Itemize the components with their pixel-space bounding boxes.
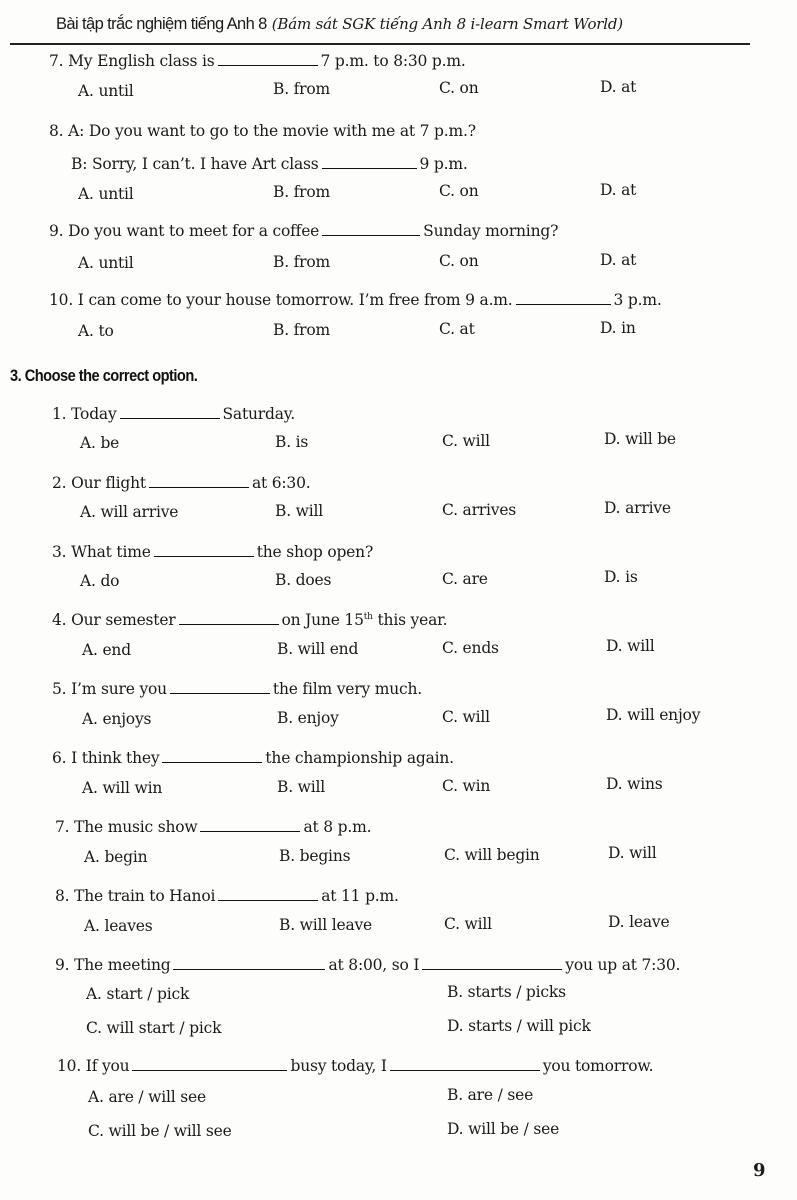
question-text: Do you want to meet for a coffee	[68, 222, 320, 240]
question-number: 8.	[55, 887, 70, 905]
question-text: Our flight	[71, 474, 146, 492]
option-d[interactable]: D. will be	[604, 430, 676, 448]
header-title-plain: Bài tập trắc nghiệm tiếng Anh 8	[56, 15, 267, 33]
question-text: at 11 p.m.	[321, 887, 399, 905]
question-stem	[52, 680, 422, 698]
option-a[interactable]: A. leaves	[84, 917, 153, 935]
answer-blank[interactable]	[132, 1058, 287, 1071]
option-c[interactable]: C. will	[444, 915, 492, 933]
option-c[interactable]: C. ends	[442, 639, 499, 657]
option-a[interactable]: A. will win	[82, 779, 163, 797]
option-a[interactable]: A. until	[78, 254, 134, 272]
option-c[interactable]: C. will begin	[444, 846, 540, 864]
question-number: 6.	[52, 749, 67, 767]
option-c[interactable]: C. at	[439, 320, 475, 338]
question-text: busy today, I	[290, 1057, 387, 1075]
question-text: Today	[71, 405, 117, 423]
header-title-italic: (Bám sát SGK tiếng Anh 8 i-learn Smart World)	[271, 15, 623, 33]
option-a[interactable]: A. until	[78, 82, 134, 100]
question-text: 7 p.m. to 8:30 p.m.	[320, 52, 466, 70]
option-b[interactable]: B. will end	[277, 640, 359, 658]
option-c[interactable]: C. win	[442, 777, 491, 795]
question-text: Our semester	[71, 611, 176, 629]
answer-blank[interactable]	[120, 406, 220, 419]
option-b[interactable]: B. is	[275, 433, 309, 451]
option-d[interactable]: D. will be / see	[447, 1120, 560, 1138]
option-a[interactable]: A. end	[82, 641, 131, 659]
option-a[interactable]: A. enjoys	[82, 710, 152, 728]
question-text: the film very much.	[272, 680, 423, 698]
question-stem	[49, 222, 558, 240]
answer-blank[interactable]	[516, 292, 611, 305]
question-stem	[49, 52, 466, 70]
question-number: 10.	[49, 291, 74, 309]
option-b[interactable]: B. does	[275, 571, 332, 589]
option-d[interactable]: D. will	[606, 637, 655, 655]
question-text: you tomorrow.	[542, 1057, 654, 1075]
question-stem	[57, 1057, 653, 1075]
section-title: 3. Choose the correct option.	[10, 366, 198, 385]
question-number: 1.	[52, 405, 67, 423]
option-a[interactable]: A. begin	[84, 848, 148, 866]
question-stem	[55, 887, 399, 905]
question-text: at 8 p.m.	[303, 818, 372, 836]
question-text: What time	[71, 543, 151, 561]
question-number: 9.	[49, 222, 64, 240]
question-text: Sunday morning?	[423, 222, 559, 240]
question-number: 5.	[52, 680, 67, 698]
question-text: 9 p.m.	[419, 155, 468, 173]
answer-blank[interactable]	[173, 957, 325, 970]
question-number: 4.	[52, 611, 67, 629]
option-a[interactable]: A. to	[78, 322, 114, 340]
question-text: I can come to your house tomorrow. I’m free from 9 a.m.	[77, 291, 513, 309]
question-text: you up at 7:30.	[565, 956, 681, 974]
question-stem	[52, 543, 373, 561]
answer-blank[interactable]	[322, 223, 420, 236]
option-a[interactable]: A. until	[78, 185, 134, 203]
question-text: My English class is	[68, 52, 215, 70]
answer-blank[interactable]	[322, 156, 417, 169]
question-number: 3.	[52, 543, 67, 561]
option-d[interactable]: D. is	[604, 568, 638, 586]
question-stem-line2	[71, 155, 468, 173]
question-number: 2.	[52, 474, 67, 492]
question-stem	[55, 956, 680, 974]
option-b[interactable]: B. will	[275, 502, 323, 520]
question-number: 7.	[49, 52, 64, 70]
option-d[interactable]: D. in	[600, 319, 636, 337]
question-stem	[52, 474, 310, 492]
answer-blank[interactable]	[154, 544, 254, 557]
option-d[interactable]: D. arrive	[604, 499, 671, 517]
page-header	[0, 10, 797, 46]
question-text: The train to Hanoi	[74, 887, 216, 905]
option-a[interactable]: A. will arrive	[80, 503, 179, 521]
answer-blank[interactable]	[162, 750, 262, 763]
option-c[interactable]: C. will	[442, 432, 490, 450]
option-d[interactable]: D. at	[600, 78, 637, 96]
question-text: 3 p.m.	[613, 291, 662, 309]
answer-blank[interactable]	[422, 957, 562, 970]
question-text: The meeting	[74, 956, 171, 974]
question-text: at 8:00, so I	[328, 956, 420, 974]
option-c[interactable]: C. arrives	[442, 501, 517, 519]
question-stem	[49, 122, 476, 140]
question-stem	[52, 749, 454, 767]
answer-blank[interactable]	[179, 612, 279, 625]
page-number: 9	[753, 1160, 766, 1181]
answer-blank[interactable]	[170, 681, 270, 694]
answer-blank[interactable]	[200, 819, 300, 832]
question-text: I’m sure you	[71, 680, 167, 698]
option-d[interactable]: D. wins	[606, 775, 663, 793]
option-c[interactable]: C. on	[439, 79, 479, 97]
question-text: The music show	[74, 818, 198, 836]
question-text: this year.	[372, 611, 448, 629]
option-a[interactable]: A. are / will see	[88, 1088, 206, 1106]
option-b[interactable]: B. are / see	[447, 1086, 534, 1104]
question-text: I think they	[71, 749, 160, 767]
option-d[interactable]: D. at	[600, 181, 637, 199]
question-stem	[52, 611, 447, 629]
answer-blank[interactable]	[149, 475, 249, 488]
question-text: at 6:30.	[251, 474, 311, 492]
option-c[interactable]: C. are	[442, 570, 488, 588]
option-b[interactable]: B. starts / picks	[447, 983, 566, 1001]
answer-blank[interactable]	[218, 53, 318, 66]
question-number: 9.	[55, 956, 70, 974]
option-b[interactable]: B. enjoy	[277, 709, 339, 727]
option-c[interactable]: C. on	[439, 182, 479, 200]
question-stem	[49, 291, 662, 309]
option-b[interactable]: B. from	[273, 321, 331, 339]
option-c[interactable]: C. will	[442, 708, 490, 726]
option-d[interactable]: D. at	[600, 251, 637, 269]
question-number: 10.	[57, 1057, 82, 1075]
header-title	[56, 14, 623, 34]
answer-blank[interactable]	[390, 1058, 540, 1071]
option-a[interactable]: A. start / pick	[86, 985, 190, 1003]
option-a[interactable]: A. do	[80, 572, 120, 590]
option-c[interactable]: C. will be / will see	[88, 1122, 232, 1140]
option-c[interactable]: C. on	[439, 252, 479, 270]
option-c[interactable]: C. will start / pick	[86, 1019, 222, 1037]
question-text: the shop open?	[256, 543, 374, 561]
option-d[interactable]: D. will enjoy	[606, 706, 701, 724]
header-divider	[10, 43, 750, 45]
option-a[interactable]: A. be	[80, 434, 120, 452]
option-b[interactable]: B. from	[273, 183, 331, 201]
question-stem	[55, 818, 371, 836]
question-text: If you	[85, 1057, 130, 1075]
question-number: 7.	[55, 818, 70, 836]
question-number: 8.	[49, 122, 64, 140]
ordinal-superscript: th	[363, 611, 373, 622]
question-text: the championship again.	[265, 749, 454, 767]
option-b[interactable]: B. from	[273, 80, 331, 98]
question-text: A: Do you want to go to the movie with me at 7 p.m.?	[68, 122, 476, 140]
option-b[interactable]: B. from	[273, 253, 331, 271]
question-stem	[52, 405, 295, 423]
option-b[interactable]: B. will leave	[279, 916, 373, 934]
question-text: on June 15	[281, 611, 364, 629]
question-text: B: Sorry, I can’t. I have Art class	[71, 155, 319, 173]
option-d[interactable]: D. leave	[608, 913, 670, 931]
question-text: Saturday.	[222, 405, 295, 423]
option-b[interactable]: B. begins	[279, 847, 351, 865]
option-b[interactable]: B. will	[277, 778, 325, 796]
option-d[interactable]: D. starts / will pick	[447, 1017, 591, 1035]
answer-blank[interactable]	[218, 888, 318, 901]
option-d[interactable]: D. will	[608, 844, 657, 862]
